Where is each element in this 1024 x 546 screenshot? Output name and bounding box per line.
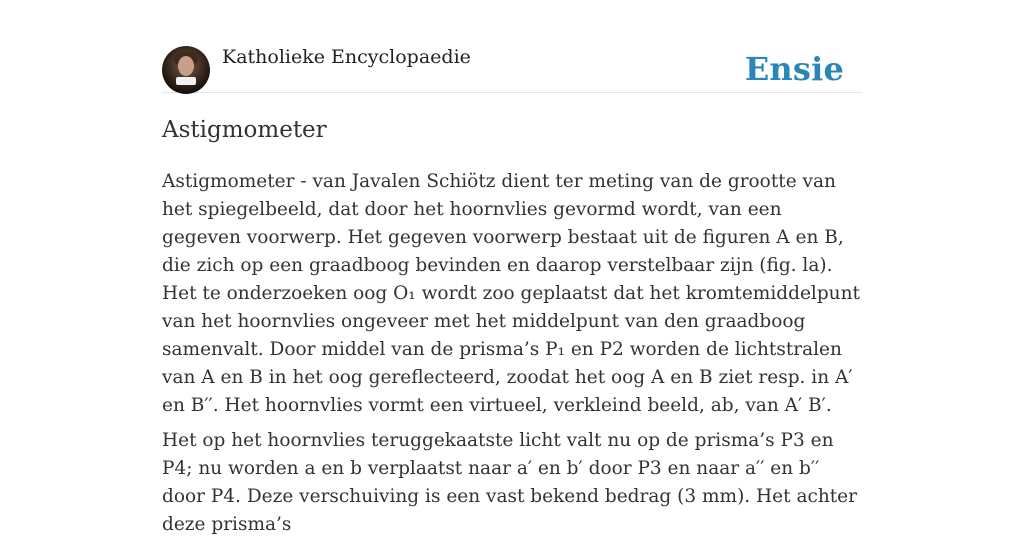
avatar[interactable] <box>162 46 210 94</box>
avatar-collar <box>176 77 196 85</box>
article-paragraph: Het op het hoornvlies teruggekaatste licht valt nu op de prisma’s P3 en P4; nu worden a en b verplaatst naar a′ en b′ door P3 en naar a′′ en b′′ door P4. Deze verschuiving is een vast bekend bedrag (3 mm). Het achter deze prisma’s <box>162 430 857 535</box>
article-paragraph: Astigmometer - van Javalen Schiötz dient ter meting van de grootte van het spiegelbeeld, dat door het hoornvlies gevormd wordt, van een gegeven voorwerp. Het gegeven voorwerp bestaat uit de figuren A en B, die zich op een graadboog bevinden en daarop verstelbaar zijn (fig. la). Het te onderzoeken oog O₁ wordt zoo geplaatst dat het kromtemiddelpunt van het hoornvlies ongeveer met het middelpunt van den graadboog samenvalt. Door middel van de prisma’s P₁ en P2 worden de lichtstralen van A en B in het oog gereflecteerd, zoodat het oog A en B ziet resp. in A′ en B′′. Het hoornvlies vormt een virtueel, verkleind beeld, ab, van A′ B′. <box>162 171 860 416</box>
site-title[interactable]: Katholieke Encyclopaedie <box>222 46 471 68</box>
article-body <box>162 168 862 546</box>
avatar-face <box>178 56 194 76</box>
brand-logo[interactable]: Ensie <box>744 50 844 88</box>
page-title: Astigmometer <box>162 117 327 143</box>
site-header <box>162 0 862 93</box>
page-wrapper <box>162 0 862 535</box>
